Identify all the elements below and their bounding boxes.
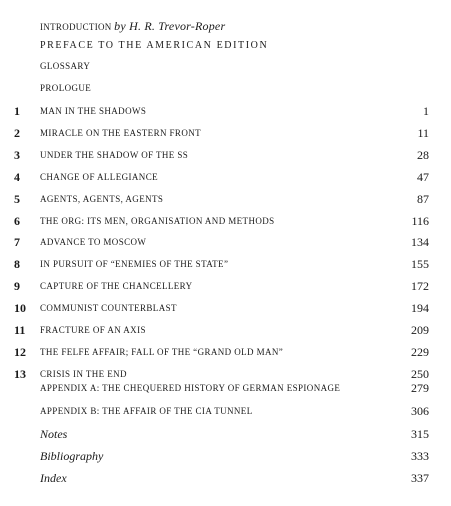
toc-chapter-row	[0, 123, 451, 143]
toc-back-matter-row	[0, 401, 451, 421]
chapter-title: UNDER THE SHADOW OF THE SS	[40, 149, 189, 160]
chapter-page-number: 229	[411, 344, 429, 359]
chapter-title: COMMUNIST COUNTERBLAST	[40, 303, 177, 314]
back-matter-title: APPENDIX B: THE AFFAIR OF THE CIA TUNNEL	[40, 406, 253, 416]
chapter-title: ADVANCE TO MOSCOW	[40, 237, 147, 248]
chapter-number: 4	[14, 169, 20, 184]
chapter-page-number: 116	[411, 213, 429, 228]
chapter-page-number: 87	[417, 191, 429, 206]
chapter-title: IN PURSUIT OF “ENEMIES OF THE STATE”	[40, 259, 229, 270]
toc-preface	[0, 36, 451, 56]
chapter-page-number: 250	[411, 366, 429, 381]
toc-chapter-row	[0, 298, 451, 318]
toc-chapter-row	[0, 189, 451, 209]
chapter-page-number: 194	[411, 301, 429, 316]
toc-chapter-row	[0, 211, 451, 231]
chapter-title: MIRACLE ON THE EASTERN FRONT	[40, 127, 202, 138]
chapter-page-number: 11	[417, 125, 429, 140]
toc-back-matter-row	[0, 378, 451, 398]
back-matter-page-number: 306	[411, 404, 429, 418]
back-matter-page-number: 333	[411, 449, 429, 463]
glossary-entry: GLOSSARY	[40, 61, 91, 71]
chapter-number: 9	[14, 279, 20, 294]
chapter-page-number: 134	[411, 235, 429, 250]
chapter-number: 2	[14, 125, 20, 140]
back-matter-page-number: 279	[411, 381, 429, 395]
chapter-number: 7	[14, 235, 20, 250]
back-matter-page-number: 315	[411, 427, 429, 441]
chapter-number: 5	[14, 191, 20, 206]
toc-chapter-row	[0, 320, 451, 340]
chapter-page-number: 209	[411, 323, 429, 337]
chapter-number: 1	[14, 104, 20, 118]
toc-chapter-row	[0, 167, 451, 187]
back-matter-title: Bibliography	[40, 449, 104, 463]
back-matter-page-number: 337	[411, 471, 429, 485]
chapter-page-number: 28	[417, 147, 429, 162]
back-matter-title: Index	[40, 471, 67, 485]
toc-chapter-row	[0, 254, 451, 274]
back-matter-title: Notes	[40, 427, 68, 441]
chapter-number: 10	[14, 301, 26, 316]
toc-chapter-row	[0, 101, 451, 121]
prologue-entry: PROLOGUE	[40, 83, 92, 93]
introduction-label: INTRODUCTION	[40, 22, 112, 32]
preface-entry: PREFACE TO THE AMERICAN EDITION	[40, 40, 269, 51]
toc-back-matter-row	[0, 446, 451, 466]
chapter-number: 12	[14, 344, 26, 359]
chapter-number: 6	[14, 213, 20, 228]
chapter-number: 8	[14, 257, 20, 272]
chapter-title: CHANGE OF ALLEGIANCE	[40, 171, 158, 182]
toc-back-matter-row	[0, 424, 451, 444]
toc-prologue	[0, 78, 451, 98]
toc-chapter-row	[0, 276, 451, 296]
chapter-page-number: 1	[423, 104, 429, 118]
chapter-title: THE ORG: ITS MEN, ORGANISATION AND METHODS	[40, 215, 275, 226]
chapter-title: THE FELFE AFFAIR; FALL OF THE “GRAND OLD MAN”	[40, 346, 284, 357]
toc-glossary	[0, 56, 451, 76]
toc-introduction	[0, 16, 451, 36]
toc-chapter-row	[0, 145, 451, 165]
chapter-title: CAPTURE OF THE CHANCELLERY	[40, 281, 193, 292]
chapter-number: 11	[14, 323, 26, 337]
chapter-title: FRACTURE OF AN AXIS	[40, 325, 146, 335]
toc-chapter-row	[0, 342, 451, 362]
toc-chapter-row	[0, 232, 451, 252]
introduction-author: by H. R. Trevor-Roper	[114, 19, 226, 33]
chapter-page-number: 172	[411, 279, 429, 294]
back-matter-title: APPENDIX A: THE CHEQUERED HISTORY OF GERMAN ESPIONAGE	[40, 383, 341, 393]
chapter-page-number: 47	[417, 169, 429, 184]
chapter-title: AGENTS, AGENTS, AGENTS	[40, 193, 164, 204]
chapter-title: MAN IN THE SHADOWS	[40, 106, 147, 116]
introduction-entry	[40, 16, 225, 37]
chapter-number: 3	[14, 147, 20, 162]
chapter-title: CRISIS IN THE END	[40, 368, 127, 379]
chapter-number: 13	[14, 366, 26, 381]
toc-back-matter-row	[0, 468, 451, 488]
chapter-page-number: 155	[411, 257, 429, 272]
